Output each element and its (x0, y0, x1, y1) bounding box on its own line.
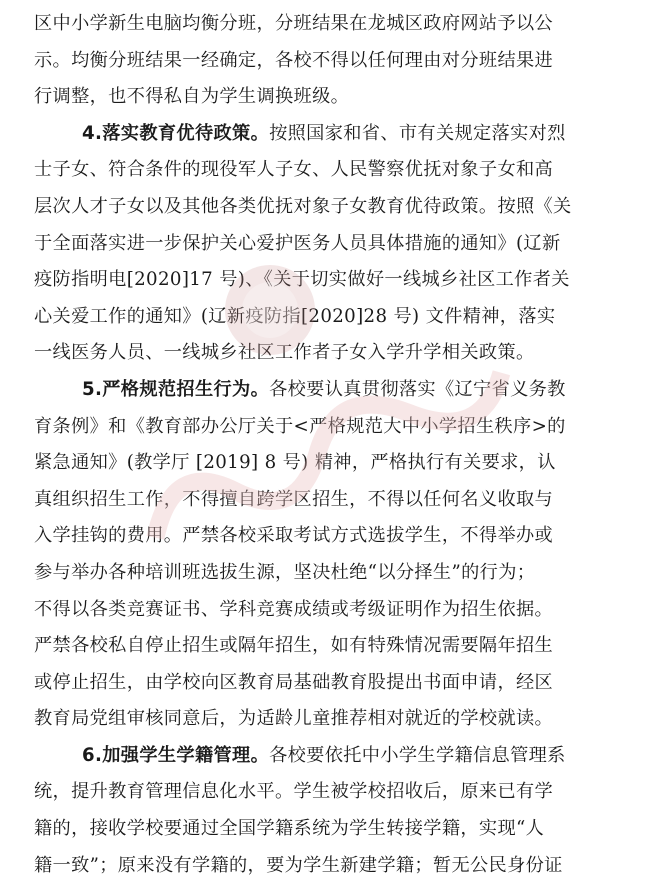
line-text: 各校要认真贯彻落实《辽宁省义务教 (269, 378, 566, 400)
text-line (34, 79, 619, 116)
text-line (34, 445, 619, 482)
section-heading: 5.严格规范招生行为。 (82, 378, 270, 400)
text-line (34, 774, 619, 811)
text-line (34, 226, 619, 263)
line-text: 参与举办各种培训班选拔生源，坚决杜绝“以分择生”的行为； (34, 561, 536, 583)
text-line (34, 262, 619, 299)
section-heading: 6.加强学生学籍管理。 (82, 744, 270, 766)
text-line (34, 43, 619, 80)
text-line (34, 738, 619, 775)
line-text: 行调整，也不得私自为学生调换班级。 (34, 86, 350, 108)
line-text: 区中小学新生电脑均衡分班，分班结果在龙城区政府网站予以公 (34, 13, 554, 34)
line-text: 统，提升教育管理信息化水平。学生被学校招收后，原来已有学 (34, 781, 554, 803)
text-line (34, 555, 619, 592)
line-text: 按照国家和省、市有关规定落实对烈 (269, 122, 566, 144)
line-text: 真组织招生工作，不得擅自跨学区招生，不得以任何名义收取与 (34, 488, 554, 510)
line-text: 籍的，接收学校要通过全国学籍系统为学生转接学籍，实现“人 (34, 818, 545, 840)
text-line (34, 482, 619, 519)
line-text: 各校要依托中小学生学籍信息管理系 (269, 744, 566, 766)
text-line (34, 409, 619, 446)
text-line (34, 189, 619, 226)
text-line (34, 848, 619, 884)
text-line (34, 628, 619, 665)
line-text: 育条例》和《教育部办公厅关于<严格规范大中小学招生秩序>的 (34, 415, 566, 437)
line-text: 示。均衡分班结果一经确定，各校不得以任何理由对分班结果进 (34, 49, 554, 71)
line-text: 层次人才子女以及其他各类优抚对象子女教育优待政策。按照《关 (34, 195, 572, 217)
text-line (34, 811, 619, 848)
line-text: 籍一致”；原来没有学籍的，要为学生新建学籍；暂无公民身份证 (34, 854, 563, 876)
line-text: 一线医务人员、一线城乡社区工作者子女入学升学相关政策。 (34, 342, 535, 364)
text-line (34, 372, 619, 409)
text-line (34, 592, 619, 629)
text-line (34, 518, 619, 555)
line-text: 不得以各类竞赛证书、学科竞赛成绩或考级证明作为招生依据。 (34, 598, 554, 620)
text-line (34, 152, 619, 189)
document-body (34, 6, 619, 884)
line-text: 严禁各校私自停止招生或隔年招生，如有特殊情况需要隔年招生 (34, 635, 554, 657)
line-text: 士子女、符合条件的现役军人子女、人民警察优抚对象子女和高 (34, 159, 554, 181)
text-line (34, 116, 619, 153)
text-line (34, 6, 619, 43)
text-line (34, 701, 619, 738)
line-text: 入学挂钩的费用。严禁各校采取考试方式选拔学生，不得举办或 (34, 525, 554, 547)
line-text: 疫防指明电[2020]17 号)、《关于切实做好一线城乡社区工作者关 (34, 269, 570, 291)
line-text: 于全面落实进一步保护关心爱护医务人员具体措施的通知》(辽新 (34, 232, 561, 254)
text-line (34, 299, 619, 336)
line-text: 紧急通知》(教学厅 [2019] 8 号) 精神，严格执行有关要求，认 (34, 452, 556, 474)
line-text: 心关爱工作的通知》(辽新疫防指[2020]28 号) 文件精神，落实 (34, 305, 556, 327)
line-text: 或停止招生，由学校向区教育局基础教育股提出书面申请，经区 (34, 671, 554, 693)
text-line (34, 335, 619, 372)
line-text: 教育局党组审核同意后，为适龄儿童推荐相对就近的学校就读。 (34, 708, 554, 730)
text-line (34, 665, 619, 702)
section-heading: 4.落实教育优待政策。 (82, 122, 270, 144)
